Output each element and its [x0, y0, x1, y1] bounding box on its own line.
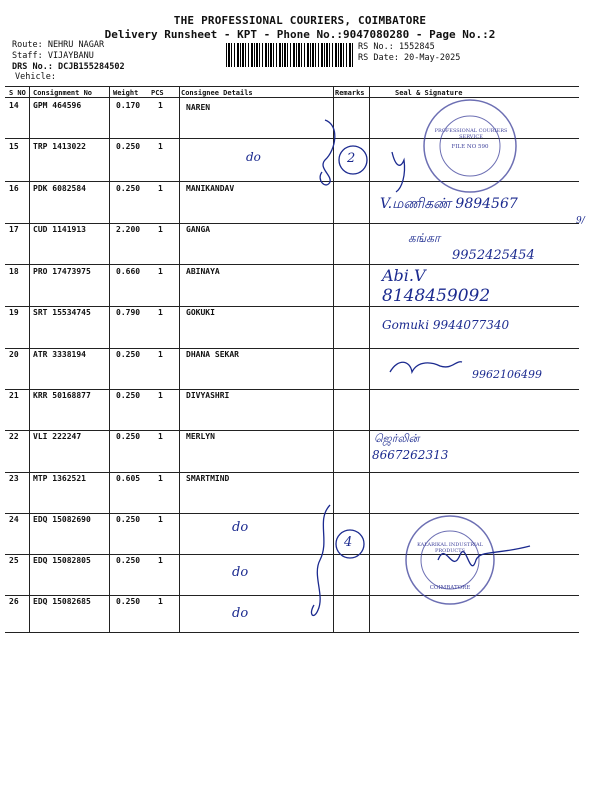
rs-no-label: RS No.: 1552845 [358, 42, 435, 52]
count-mark-top: 2 [347, 151, 356, 166]
phone-r22: 8667262313 [372, 448, 449, 462]
vehicle-label: Vehicle: [15, 72, 56, 82]
runsheet-title: THE PROFESSIONAL COURIERS, COIMBATORE [173, 14, 427, 27]
col-seal: Seal & Signature [395, 89, 463, 97]
count-mark-bottom: 4 [344, 535, 353, 550]
seal-stamp-top-inner: FILE NO 590 [451, 144, 489, 150]
col-remarks: Remarks [335, 89, 365, 97]
drs-label: DRS No.: DCJB155284502 [12, 62, 125, 72]
col-sno: S NO [9, 89, 26, 97]
signature-r17: கங்கா [408, 231, 441, 245]
route-label: Route: NEHRU NAGAR [12, 40, 105, 50]
seal-stamp-top-text: PROFESSIONAL COURIERS SERVICE [434, 128, 508, 140]
phone-r20: 9962106499 [472, 368, 542, 381]
barcode [226, 43, 354, 67]
col-pcs: PCS [151, 89, 164, 97]
rs-date-label: RS Date: 20-May-2025 [358, 53, 461, 63]
ditto-mark-r25: do [232, 565, 249, 580]
signature-r16: V.மணிகண் 9894567 [380, 196, 518, 212]
col-weight: Weight [113, 89, 139, 97]
runsheet-subtitle: Delivery Runsheet - KPT - Phone No.:9047080280 - Page No.:2 [104, 28, 496, 41]
seal-stamp-bottom-city: COIMBATORE [429, 585, 471, 591]
phone-r17: 9952425454 [452, 248, 535, 263]
signature-r22: ஜெர்லின் [374, 432, 420, 445]
col-consignment: Consignment No [33, 89, 93, 97]
phone-r18: 8148459092 [382, 286, 491, 306]
signature-r16-extra: 9/ [576, 216, 585, 226]
ditto-mark-r26: do [232, 606, 249, 621]
staff-label: Staff: VIJAYBANU [12, 51, 94, 61]
signature-r19: Gomuki 9944077340 [382, 318, 510, 332]
col-consignee: Consignee Details [181, 89, 253, 97]
ditto-mark-r15: do [246, 150, 261, 164]
ditto-mark-r24: do [232, 520, 249, 535]
seal-stamp-bottom-text: KALARIKAL INDUSTRIAL PRODUCTS [417, 542, 483, 554]
signature-r18-name: Abi.V [382, 266, 426, 285]
